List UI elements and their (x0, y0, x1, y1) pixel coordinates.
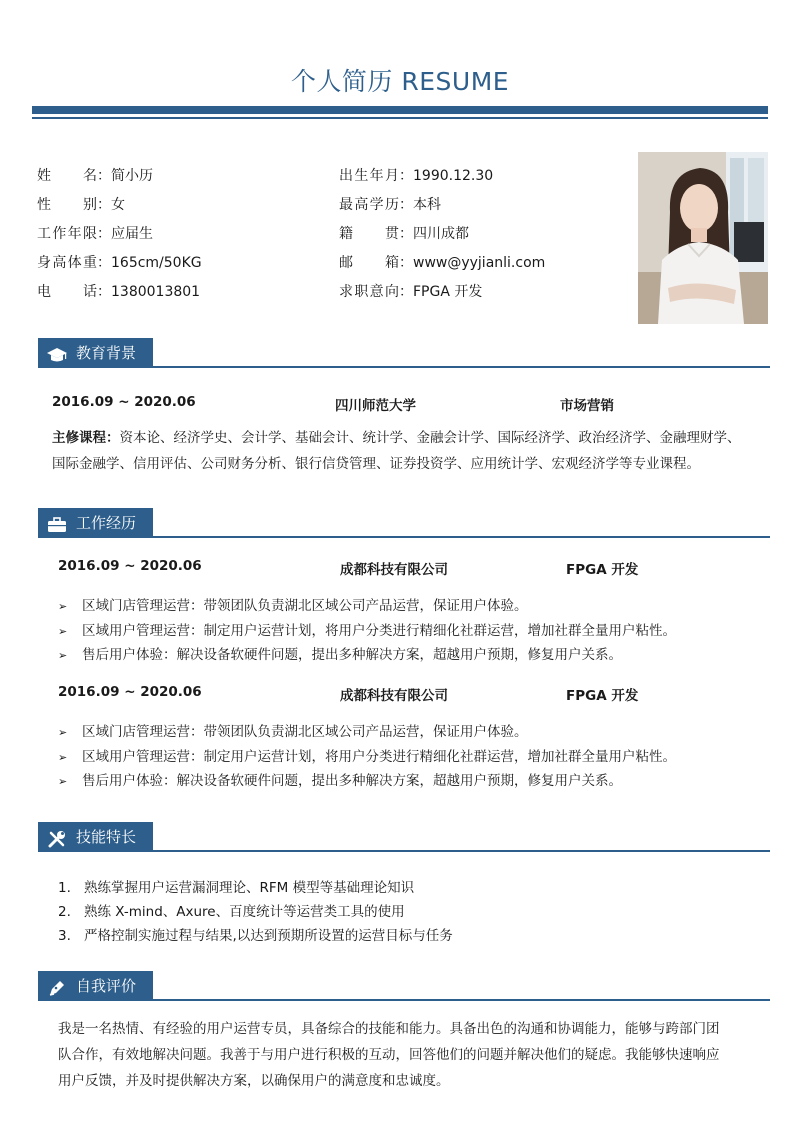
profile-photo (638, 152, 768, 324)
edu-period: 2016.09 ~ 2020.06 (52, 394, 196, 410)
section-header-education (38, 338, 153, 368)
self-line-3: 用户反馈，并及时提供解决方案，以确保用户的满意度和忠诚度。 (58, 1073, 450, 1089)
info-birth: 出生年月：1990.12.30 (339, 168, 494, 184)
arrow-bullet-icon: ➢ (58, 625, 68, 638)
skill-item-1: 1. 熟练掌握用户运营漏洞理论、RFM 模型等基础理论知识 (58, 880, 415, 896)
section-line-skills (38, 850, 770, 852)
work-2-role: FPGA 开发 (566, 688, 639, 704)
arrow-bullet-icon: ➢ (58, 649, 68, 662)
graduation-cap-icon (47, 344, 67, 362)
self-line-2: 队合作，有效地解决问题。我善于与用户进行积极的互动，回答他们的问题并解决他们的疑虑。我能够快速响应 (58, 1047, 720, 1063)
info-body: 身高体重：165cm/50KG (37, 255, 202, 271)
arrow-bullet-icon: ➢ (58, 751, 68, 764)
arrow-bullet-icon: ➢ (58, 726, 68, 739)
section-header-self (38, 971, 153, 1001)
section-line-self (38, 999, 770, 1001)
edu-courses-line2: 国际金融学、信用评估、公司财务分析、银行信贷管理、证券投资学、应用统计学、宏观经济学等专业课程。 (52, 456, 700, 472)
section-line-work (38, 536, 770, 538)
skill-item-2: 2. 熟练 X-mind、Axure、百度统计等运营类工具的使用 (58, 904, 405, 920)
info-degree: 最高学历：本科 (339, 197, 441, 213)
title-divider-thin (32, 117, 768, 119)
info-intent: 求职意向：FPGA 开发 (339, 284, 483, 300)
section-title-self: 自我评价 (76, 977, 137, 995)
work-2-item-1: ➢ 区域门店管理运营：带领团队负责湖北区域公司产品运营，保证用户体验。 (58, 724, 528, 740)
work-2-period: 2016.09 ~ 2020.06 (58, 684, 202, 700)
section-header-work (38, 508, 153, 538)
pen-icon (47, 977, 67, 995)
section-title-education: 教育背景 (76, 344, 137, 362)
section-title-skills: 技能特长 (76, 828, 137, 846)
edu-courses-line1: 资本论、经济学史、会计学、基础会计、统计学、金融会计学、国际经济学、政治经济学、金融理财学、 (119, 430, 741, 446)
edu-school: 四川师范大学 (335, 398, 416, 414)
briefcase-icon (47, 514, 67, 532)
work-1-item-1: ➢ 区域门店管理运营：带领团队负责湖北区域公司产品运营，保证用户体验。 (58, 598, 528, 614)
edu-courses-label: 主修课程： (52, 430, 120, 446)
title-divider-thick (32, 106, 768, 114)
section-line-education (38, 366, 770, 368)
page-title: 个人简历 RESUME (290, 67, 510, 96)
arrow-bullet-icon: ➢ (58, 775, 68, 788)
arrow-bullet-icon: ➢ (58, 600, 68, 613)
tools-icon (47, 828, 67, 846)
section-header-skills (38, 822, 153, 852)
work-1-role: FPGA 开发 (566, 562, 639, 578)
work-1-item-3: ➢ 售后用户体验：解决设备软硬件问题，提出多种解决方案，超越用户预期，修复用户关系。 (58, 647, 622, 663)
info-origin: 籍贯：四川成都 (339, 226, 469, 242)
skill-item-3: 3. 严格控制实施过程与结果,以达到预期所设置的运营目标与任务 (58, 928, 453, 944)
edu-courses (52, 425, 768, 477)
work-2-item-3: ➢ 售后用户体验：解决设备软硬件问题，提出多种解决方案，超越用户预期，修复用户关系。 (58, 773, 622, 789)
work-2-company: 成都科技有限公司 (340, 688, 448, 704)
info-phone: 电话：1380013801 (37, 284, 201, 300)
work-1-company: 成都科技有限公司 (340, 562, 448, 578)
info-name: 姓名：简小历 (37, 168, 153, 184)
edu-major: 市场营销 (560, 398, 614, 414)
info-years: 工作年限：应届生 (37, 226, 153, 242)
self-evaluation (58, 1016, 770, 1094)
work-1-period: 2016.09 ~ 2020.06 (58, 558, 202, 574)
info-gender: 性别：女 (37, 197, 125, 213)
info-email: 邮箱：www@yyjianli.com (339, 255, 546, 271)
work-1-item-2: ➢ 区域用户管理运营：制定用户运营计划，将用户分类进行精细化社群运营，增加社群全量用户粘性。 (58, 623, 676, 639)
work-2-item-2: ➢ 区域用户管理运营：制定用户运营计划，将用户分类进行精细化社群运营，增加社群全量用户粘性。 (58, 749, 676, 765)
self-line-1: 我是一名热情、有经验的用户运营专员，具备综合的技能和能力。具备出色的沟通和协调能力，能够与跨部门团 (58, 1021, 720, 1037)
section-title-work: 工作经历 (76, 514, 137, 532)
